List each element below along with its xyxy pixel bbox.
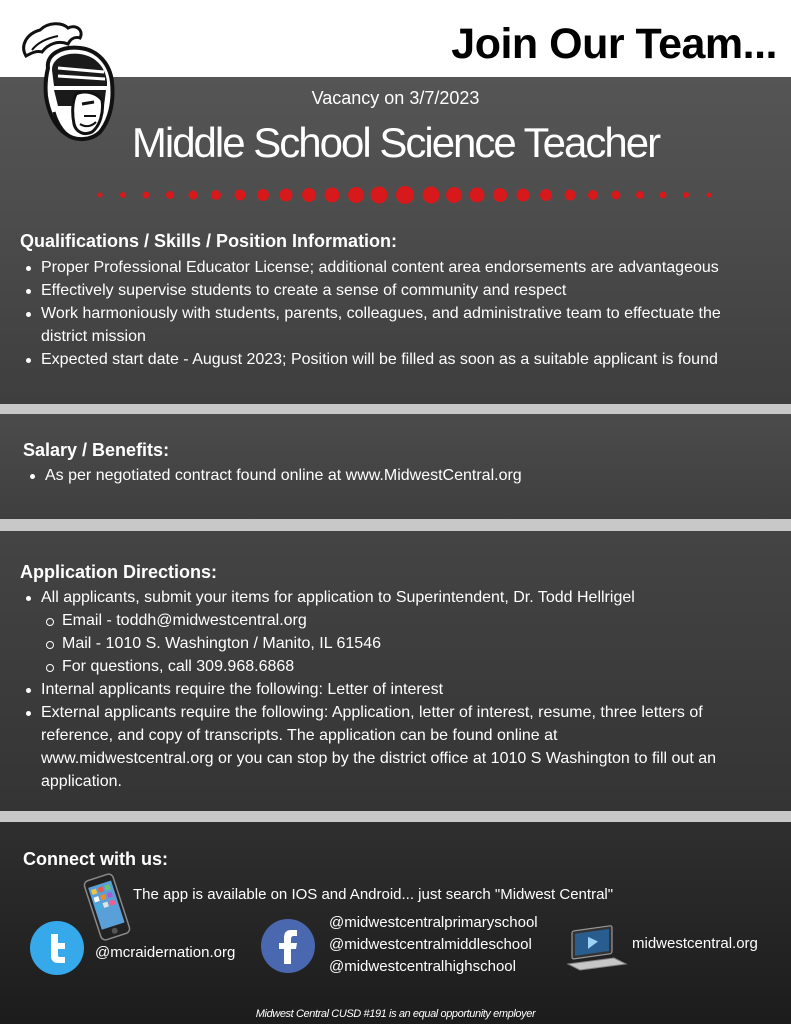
- list-item: Expected start date - August 2023; Position will be filled as soon as a suitable applicant is found: [20, 348, 770, 371]
- salary-heading: Salary / Benefits:: [23, 440, 170, 460]
- qualifications-list: [20, 256, 770, 371]
- twitter-bird-icon[interactable]: [29, 920, 85, 976]
- application-heading: Application Directions:: [20, 562, 218, 582]
- qualifications-heading: Qualifications / Skills / Position Information:: [20, 231, 398, 251]
- knight-helmet-logo: [18, 16, 118, 144]
- decorative-dot-divider: [90, 180, 720, 210]
- divider: [0, 811, 791, 822]
- equal-opportunity-note: Midwest Central CUSD #191 is an equal opportunity employer: [255, 1008, 536, 1020]
- smartphone-icon: [78, 872, 136, 942]
- list-item: External applicants require the following: Application, letter of interest, resume, three letters of reference, and copy of transcripts. The application can be found online at www.midwestcentral.org or you can stop by the district office at 1010 S Washington to fill out an application.: [20, 701, 720, 793]
- list-item: Proper Professional Educator License; additional content area endorsements are advantageous: [20, 256, 770, 279]
- list-item: All applicants, submit your items for application to Superintendent, Dr. Todd Hellrigel: [20, 586, 720, 609]
- list-item-email: Email - toddh@midwestcentral.org: [20, 609, 720, 632]
- website-link[interactable]: midwestcentral.org: [632, 935, 758, 952]
- laptop-icon: [566, 920, 628, 974]
- vacancy-date: Vacancy on 3/7/2023: [311, 88, 480, 108]
- header-title: Join Our Team...: [451, 20, 777, 68]
- application-list: [20, 586, 720, 793]
- connect-heading: Connect with us:: [23, 849, 168, 869]
- list-item: Internal applicants require the following: Letter of interest: [20, 678, 720, 701]
- facebook-middle[interactable]: @midwestcentralmiddleschool: [329, 936, 532, 953]
- app-availability-text: The app is available on IOS and Android... just search "Midwest Central": [133, 886, 614, 903]
- list-item: Work harmoniously with students, parents, colleagues, and administrative team to effectuate the district mission: [20, 302, 770, 348]
- salary-list: [24, 464, 764, 487]
- list-item: Effectively supervise students to create a sense of community and respect: [20, 279, 770, 302]
- twitter-handle[interactable]: @mcraidernation.org: [95, 944, 236, 961]
- list-item-phone: For questions, call 309.968.6868: [20, 655, 720, 678]
- facebook-icon[interactable]: [260, 918, 316, 974]
- divider: [0, 519, 791, 531]
- divider: [0, 404, 791, 414]
- list-item-mail: Mail - 1010 S. Washington / Manito, IL 61546: [20, 632, 720, 655]
- facebook-primary[interactable]: @midwestcentralprimaryschool: [329, 914, 538, 931]
- facebook-high[interactable]: @midwestcentralhighschool: [329, 958, 516, 975]
- job-title: Middle School Science Teacher: [131, 119, 660, 166]
- list-item: As per negotiated contract found online at www.MidwestCentral.org: [24, 464, 764, 487]
